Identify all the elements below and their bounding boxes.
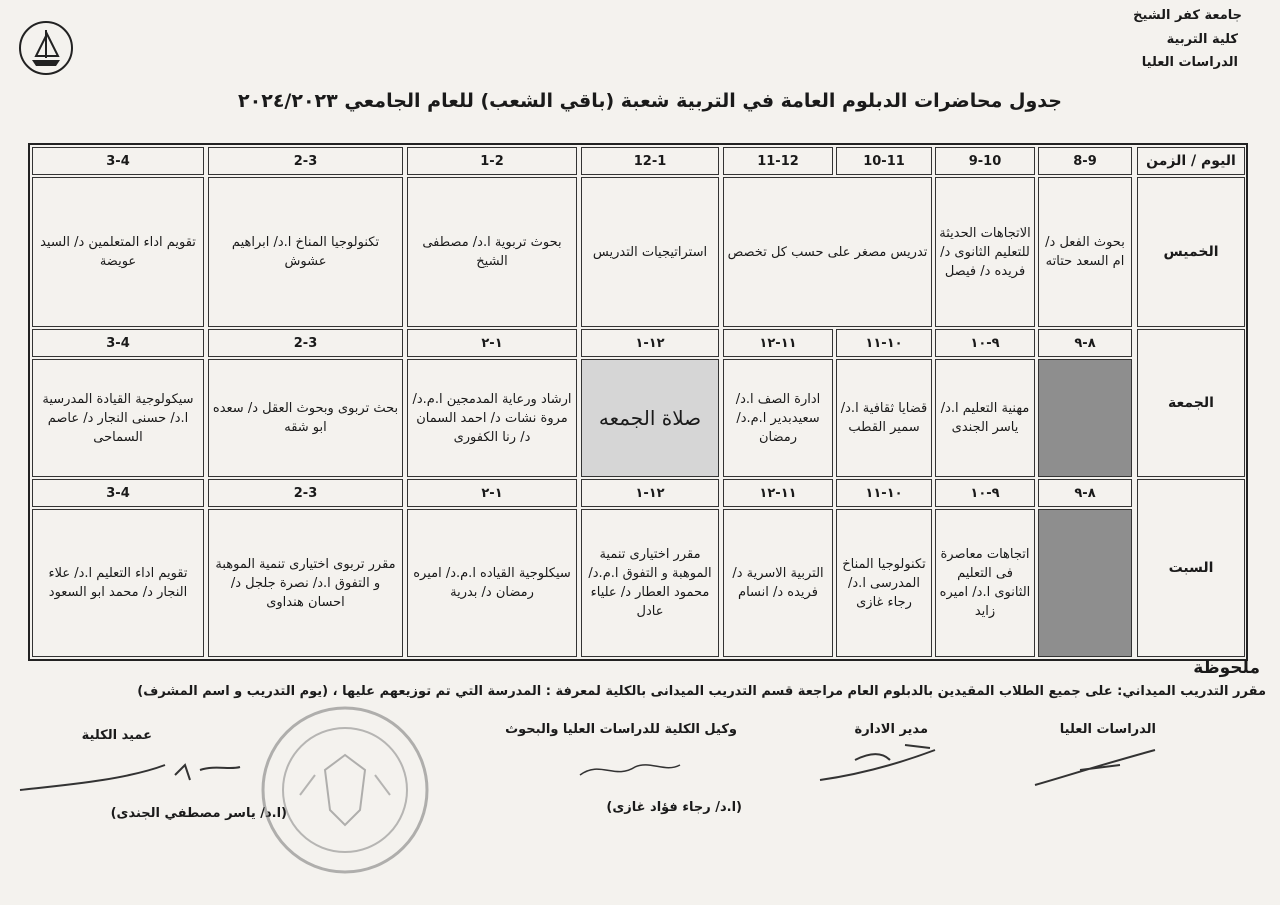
signature-dean-label: عميد الكلية xyxy=(81,728,152,743)
course-cell: بحوث تربوية ا.د/ مصطفى الشيخ xyxy=(407,177,577,327)
time-slot: ٩-١٠ xyxy=(935,479,1035,507)
signature-stroke-icon xyxy=(1030,745,1160,790)
time-slot: 10-11 xyxy=(836,147,932,175)
time-slot: ١٢-١ xyxy=(581,479,719,507)
course-cell: التربية الاسرية د/ فريده د/ انسام xyxy=(723,509,833,657)
time-slot: ١-٢ xyxy=(407,479,577,507)
course-cell: بحوث الفعل د/ ام السعد حتاته xyxy=(1038,177,1132,327)
official-seal-icon xyxy=(255,700,435,880)
course-cell: مهنية التعليم ا.د/ ياسر الجندى xyxy=(935,359,1035,477)
course-cell: تدريس مصغر على حسب كل تخصص xyxy=(723,177,932,327)
course-cell: سيكلوجية القياده ا.م.د/ اميره رمضان د/ بدرية xyxy=(407,509,577,657)
course-cell: مقرر تربوى اختيارى تنمية الموهبة و التفوق ا.د/ نصرة جلجل د/ احسان هنداوى xyxy=(208,509,403,657)
signature-postgrad-label: الدراسات العليا xyxy=(1059,722,1156,737)
time-slot: 3-4 xyxy=(32,329,204,357)
signature-admin-manager-label: مدير الادارة xyxy=(854,722,928,737)
signature-vice-dean-label: وكيل الكلية للدراسات العليا والبحوث xyxy=(505,722,737,737)
course-cell: الاتجاهات الحديثة للتعليم الثانوى د/ فريده د/ فيصل xyxy=(935,177,1035,327)
friday-prayer: صلاة الجمعه xyxy=(581,359,719,477)
faculty-name: كلية التربية xyxy=(1166,32,1238,47)
time-slot: 11-12 xyxy=(723,147,833,175)
signature-stroke-icon xyxy=(15,755,245,795)
time-slot: ١٢-١ xyxy=(581,329,719,357)
course-cell: سيكولوجية القيادة المدرسية ا.د/ حسنى النجار د/ عاصم السماحى xyxy=(32,359,204,477)
time-slot: 9-10 xyxy=(935,147,1035,175)
time-slot: ٨-٩ xyxy=(1038,329,1132,357)
department-name: الدراسات العليا xyxy=(1141,55,1238,70)
time-slot: ١٠-١١ xyxy=(836,329,932,357)
day-friday: الجمعة xyxy=(1137,329,1245,477)
time-slot: ١-٢ xyxy=(407,329,577,357)
university-logo-icon xyxy=(18,20,74,78)
course-cell: تكنولوجيا المناخ المدرسى ا.د/ رجاء غازى xyxy=(836,509,932,657)
schedule-table xyxy=(28,143,1248,661)
course-cell: استراتيجيات التدريس xyxy=(581,177,719,327)
day-time-header: اليوم / الزمن xyxy=(1137,147,1245,175)
time-slot: ٩-١٠ xyxy=(935,329,1035,357)
signature-stroke-icon xyxy=(575,755,685,785)
course-cell: تقويم اداء المتعلمين د/ السيد عويضة xyxy=(32,177,204,327)
time-slot: ١١-١٢ xyxy=(723,479,833,507)
time-slot: 1-2 xyxy=(407,147,577,175)
course-cell: ارشاد ورعاية المدمجين ا.م.د/ مروة نشات د/ احمد السمان د/ رنا الكفورى xyxy=(407,359,577,477)
vice-dean-name: (ا.د/ رجاء فؤاد غازى) xyxy=(606,800,742,815)
course-cell: مقرر اختيارى تنمية الموهبة و التفوق ا.م.د/ محمود العطار د/ علياء عادل xyxy=(581,509,719,657)
signature-stroke-icon xyxy=(815,740,945,785)
time-slot: 2-3 xyxy=(208,147,403,175)
university-name: جامعة كفر الشيخ xyxy=(1133,8,1242,23)
day-thursday: الخميس xyxy=(1137,177,1245,327)
time-slot: 3-4 xyxy=(32,479,204,507)
dean-name: (ا.د/ ياسر مصطفي الجندى) xyxy=(110,806,287,821)
empty-slot xyxy=(1038,509,1132,657)
note-title: ملحوظة xyxy=(1193,658,1260,678)
course-cell: بحث تربوى وبحوث العقل د/ سعده ابو شقه xyxy=(208,359,403,477)
course-cell: تقويم اداء التعليم ا.د/ علاء النجار د/ محمد ابو السعود xyxy=(32,509,204,657)
course-cell: تكنولوجيا المناخ ا.د/ ابراهيم عشوش xyxy=(208,177,403,327)
course-cell: قضايا ثقافية ا.د/ سمير القطب xyxy=(836,359,932,477)
time-slot: ١١-١٢ xyxy=(723,329,833,357)
course-cell: ادارة الصف ا.د/ سعيدبدير ا.م.د/ رمضان xyxy=(723,359,833,477)
time-slot: 8-9 xyxy=(1038,147,1132,175)
time-slot: ١٠-١١ xyxy=(836,479,932,507)
time-slot: ٨-٩ xyxy=(1038,479,1132,507)
time-slot: 3-4 xyxy=(32,147,204,175)
course-cell: اتجاهات معاصرة فى التعليم الثانوى ا.د/ اميره زايد xyxy=(935,509,1035,657)
note-text: مقرر التدريب الميداني: على جميع الطلاب المقيدين بالدبلوم العام مراجعة قسم التدريب الميدانى بالكلية لمعرفة : المدرسة التي تم توزيعهم عليها ، (يوم التدريب و اسم المشرف) xyxy=(137,684,1266,699)
time-slot: 2-3 xyxy=(208,479,403,507)
empty-slot xyxy=(1038,359,1132,477)
time-slot: 12-1 xyxy=(581,147,719,175)
page-title: جدول محاضرات الدبلوم العامة في التربية شعبة (باقي الشعب) للعام الجامعي ٢٠٢٤/٢٠٢٣ xyxy=(238,90,1062,112)
time-slot: 2-3 xyxy=(208,329,403,357)
day-saturday: السبت xyxy=(1137,479,1245,657)
